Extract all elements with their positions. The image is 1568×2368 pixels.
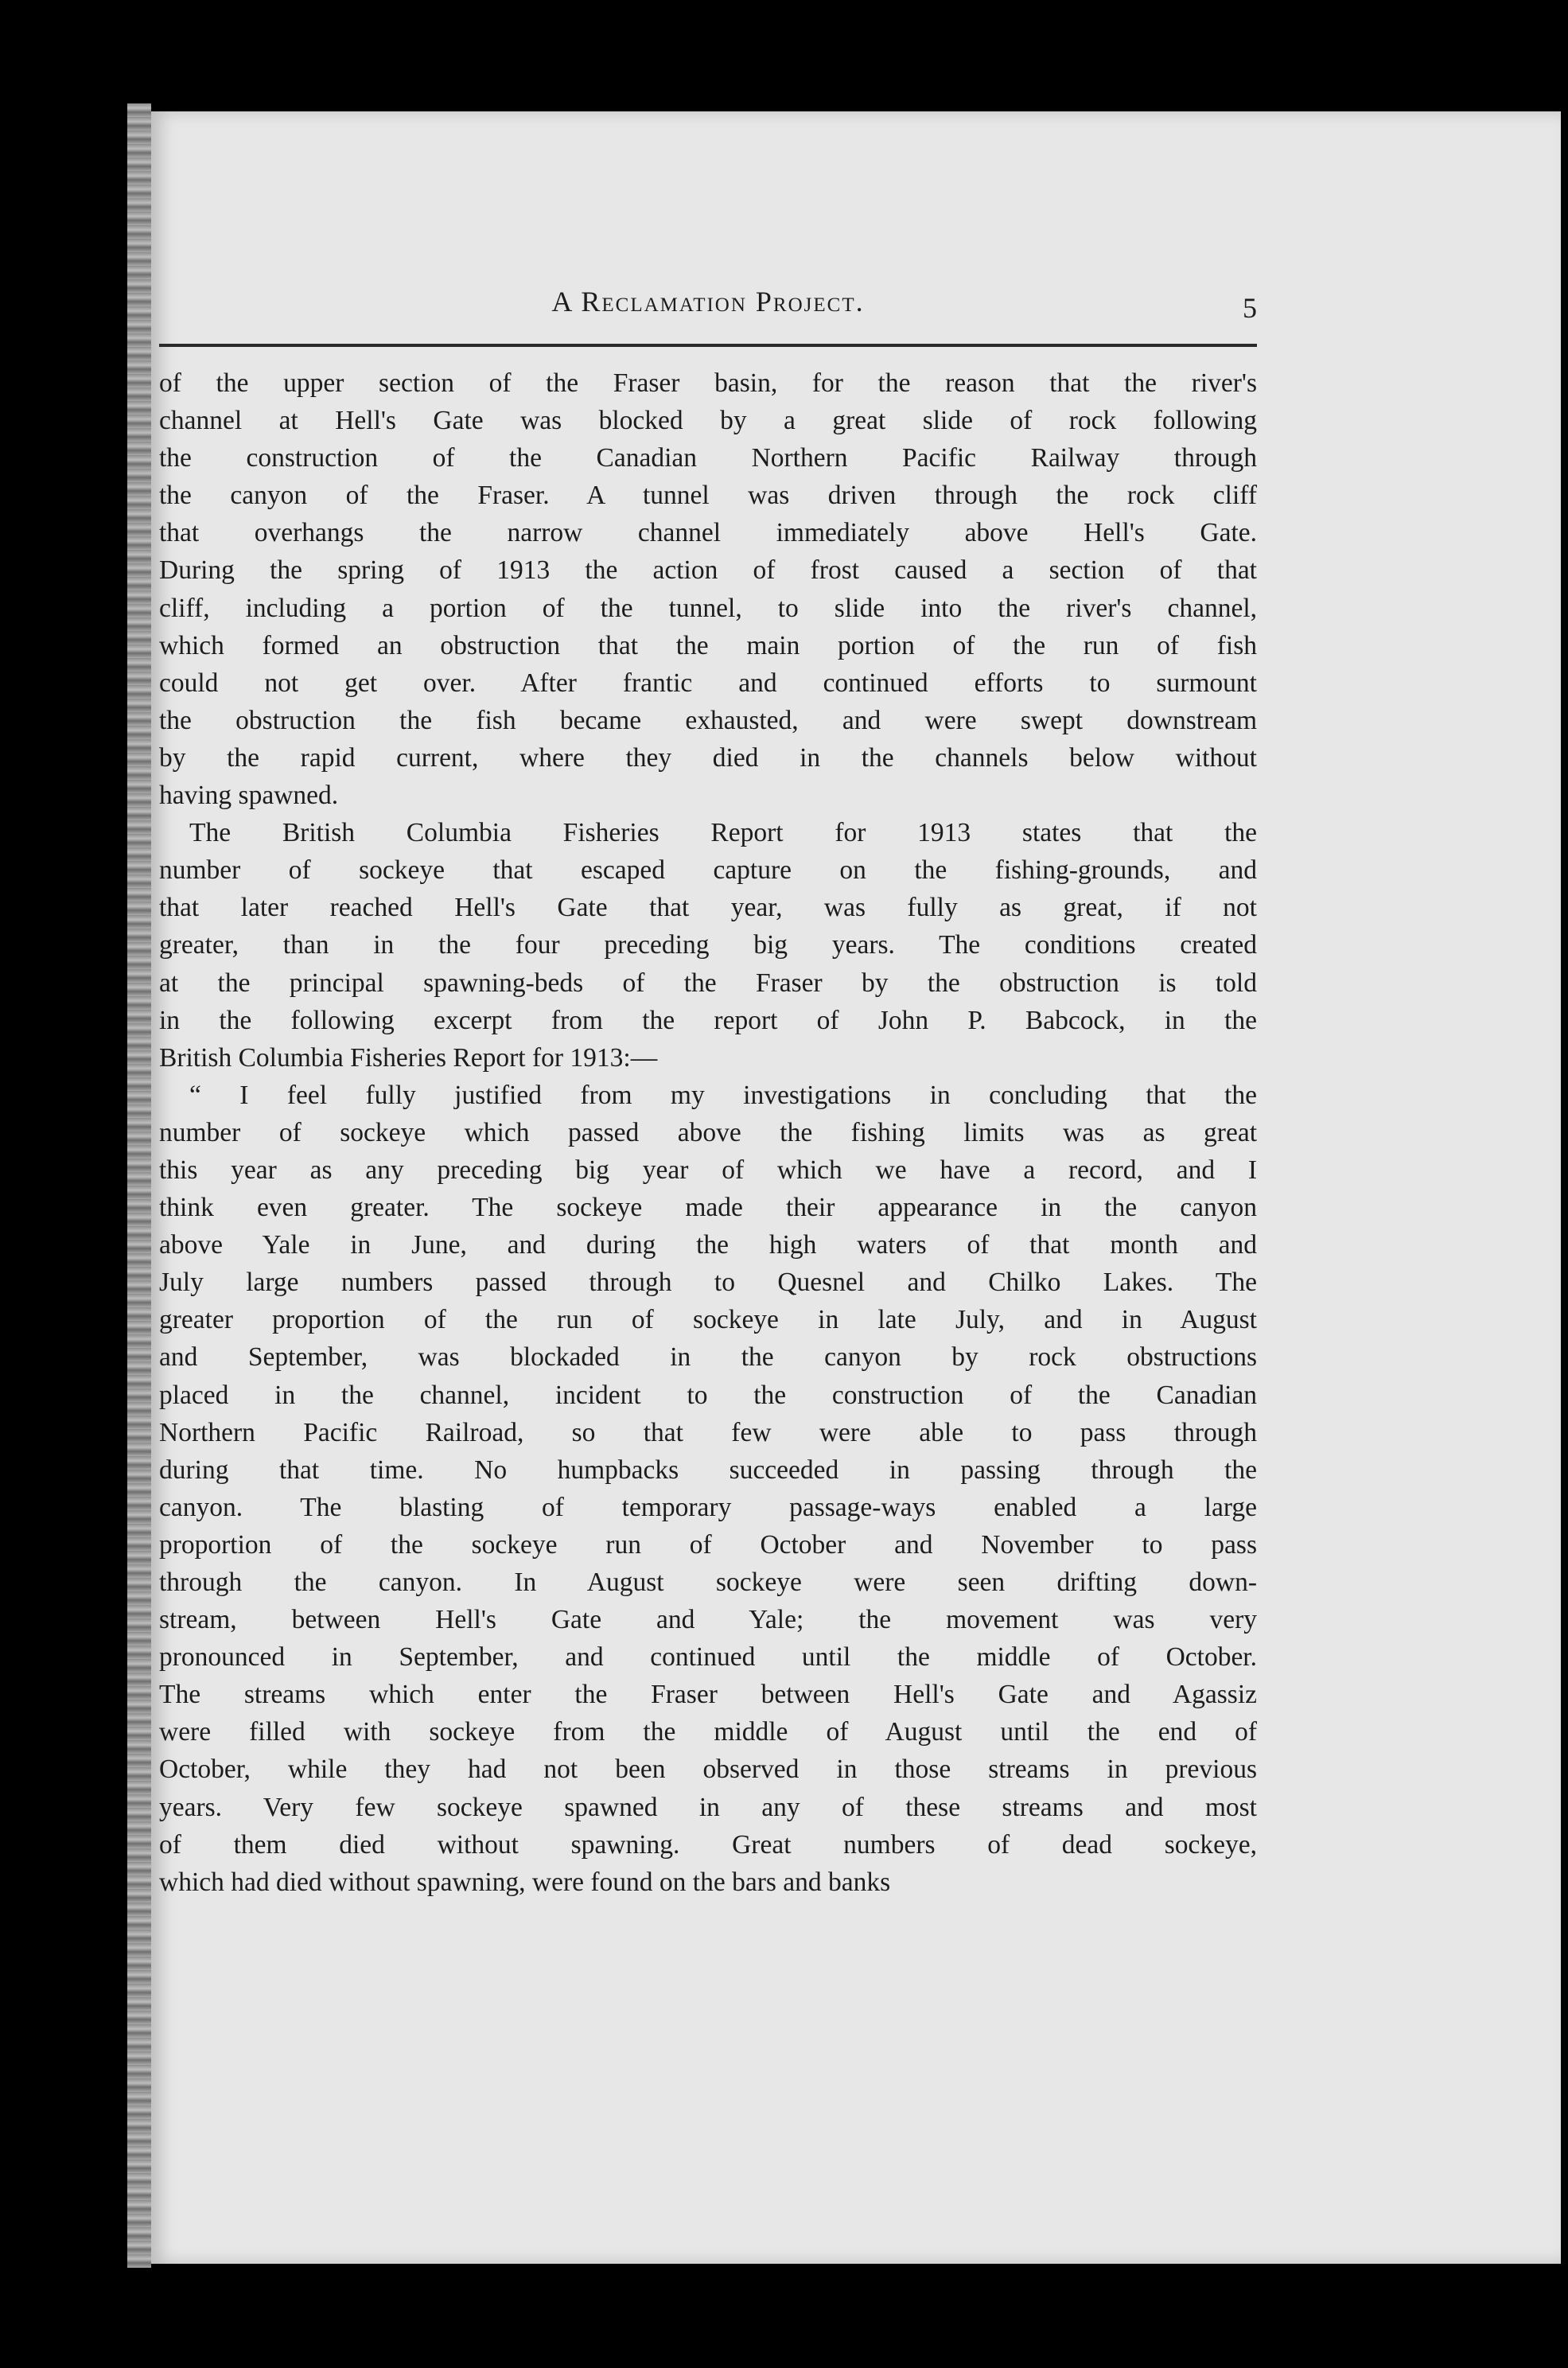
text-line: and September, was blockaded in the canyon by rock obstructions xyxy=(159,1342,1257,1373)
text-line: October, while they had not been observed in those streams in previous xyxy=(159,1755,1257,1785)
body-text xyxy=(159,364,1257,1901)
text-line: Northern Pacific Railroad, so that few were able to pass through xyxy=(159,1417,1257,1447)
text-line: pronounced in September, and continued until the middle of October. xyxy=(159,1642,1257,1673)
running-title: A Reclamation Project. xyxy=(551,286,865,317)
book-binding-edge xyxy=(127,103,151,2268)
text-line: having spawned. xyxy=(159,781,339,811)
paragraph xyxy=(159,814,1257,1077)
text-line: in the following excerpt from the report of John P. Babcock, in the xyxy=(159,1005,1257,1035)
text-line: July large numbers passed through to Quesnel and Chilko Lakes. The xyxy=(159,1268,1257,1298)
text-line: think even greater. The sockeye made their appearance in the canyon xyxy=(159,1193,1257,1223)
paragraph xyxy=(159,1077,1257,1901)
text-line: at the principal spawning-beds of the Fraser by the obstruction is told xyxy=(159,968,1257,998)
text-line: number of sockeye that escaped capture on the fishing-grounds, and xyxy=(159,855,1257,886)
text-line: number of sockeye which passed above the fishing limits was as great xyxy=(159,1117,1257,1147)
text-line: during that time. No humpbacks succeeded in passing through the xyxy=(159,1455,1257,1485)
text-line: During the spring of 1913 the action of frost caused a section of that xyxy=(159,555,1257,586)
text-line: placed in the channel, incident to the construction of the Canadian xyxy=(159,1380,1257,1410)
text-line: years. Very few sockeye spawned in any of these streams and most xyxy=(159,1792,1257,1822)
paragraph xyxy=(159,364,1257,814)
text-line: cliff, including a portion of the tunnel, to slide into the river's channel, xyxy=(159,593,1257,623)
text-line: the canyon of the Fraser. A tunnel was driven through the rock cliff xyxy=(159,481,1257,511)
page-header xyxy=(159,285,1257,333)
text-line: the construction of the Canadian Northern Pacific Railway through xyxy=(159,443,1257,473)
text-line: canyon. The blasting of temporary passage-ways enabled a large xyxy=(159,1492,1257,1522)
text-line: were filled with sockeye from the middle of August until the end of xyxy=(159,1717,1257,1747)
text-line: which had died without spawning, were found on the bars and banks xyxy=(159,1867,891,1897)
page-number: 5 xyxy=(1243,292,1257,324)
text-line: of them died without spawning. Great numbers of dead sockeye, xyxy=(159,1829,1257,1860)
text-line: the obstruction the fish became exhausted, and were swept downstream xyxy=(159,705,1257,735)
header-rule xyxy=(159,344,1257,347)
text-line: “ I feel fully justified from my investigations in concluding that the xyxy=(189,1080,1257,1110)
text-line: channel at Hell's Gate was blocked by a great slide of rock following xyxy=(159,406,1257,436)
text-line: this year as any preceding big year of which we have a record, and I xyxy=(159,1155,1257,1185)
text-line: by the rapid current, where they died in the channels below without xyxy=(159,742,1257,773)
text-line: British Columbia Fisheries Report for 1913:— xyxy=(159,1042,658,1073)
text-line: that later reached Hell's Gate that year, was fully as great, if not xyxy=(159,893,1257,923)
text-line: above Yale in June, and during the high waters of that month and xyxy=(159,1230,1257,1260)
text-line: proportion of the sockeye run of October and November to pass xyxy=(159,1529,1257,1560)
text-line: which formed an obstruction that the main portion of the run of fish xyxy=(159,630,1257,660)
text-line: stream, between Hell's Gate and Yale; the movement was very xyxy=(159,1605,1257,1635)
text-line: of the upper section of the Fraser basin, for the reason that the river's xyxy=(159,368,1257,398)
text-line: greater, than in the four preceding big years. The conditions created xyxy=(159,930,1257,960)
text-line: greater proportion of the run of sockeye in late July, and in August xyxy=(159,1305,1257,1335)
text-line: that overhangs the narrow channel immediately above Hell's Gate. xyxy=(159,518,1257,548)
text-line: The British Columbia Fisheries Report for 1913 states that the xyxy=(189,818,1257,848)
text-line: through the canyon. In August sockeye were seen drifting down- xyxy=(159,1568,1257,1597)
text-line: The streams which enter the Fraser between Hell's Gate and Agassiz xyxy=(159,1680,1257,1710)
text-line: could not get over. After frantic and continued efforts to surmount xyxy=(159,668,1257,698)
